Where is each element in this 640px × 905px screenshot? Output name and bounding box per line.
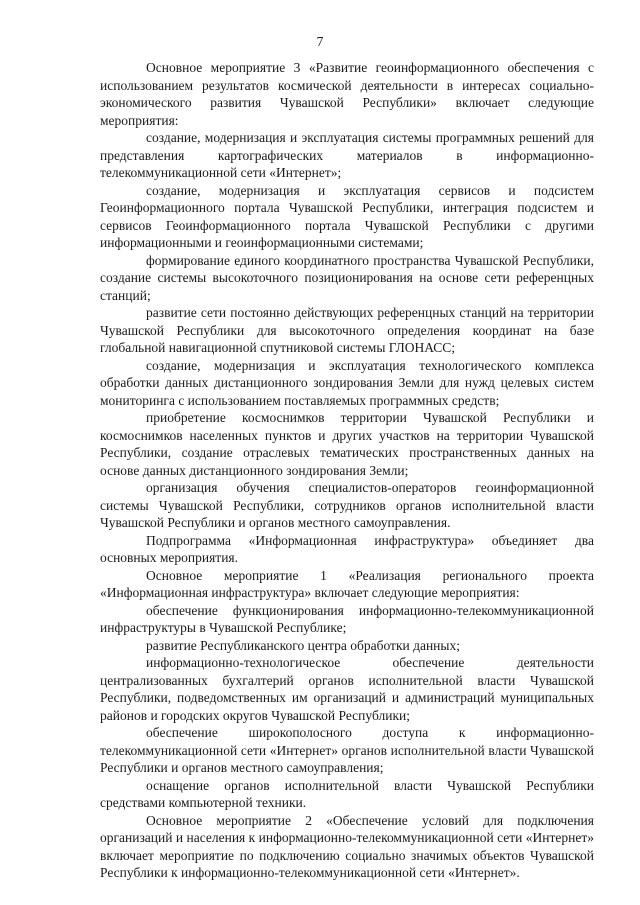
paragraph: развитие сети постоянно действующих референцных станций на территории Чувашской Республики для высокоточного определения координат на базе глобальной навигационной спутниковой системы ГЛОНАСС;: [100, 305, 594, 355]
paragraph: Основное мероприятие 2 «Обеспечение условий для подключения организаций и населения к информационно-телекоммуникационной сети «Интернет» включает мероприятие по подключению социально значимых объектов Чувашской Республики к информационно-телекоммуникационной сети «Интернет».: [100, 812, 594, 880]
paragraph: формирование единого координатного пространства Чувашской Республики, создание системы высокоточного позиционирования на основе сети референцных станций;: [100, 252, 594, 303]
paragraph: Основное мероприятие 1 «Реализация регионального проекта «Информационная инфраструктура» включает следующие мероприятия:: [100, 567, 594, 600]
paragraph: создание, модернизация и эксплуатация системы программных решений для представления картографических материалов в информационно-телекоммуникационной сети «Интернет»;: [100, 130, 594, 180]
paragraph: обеспечение широкополосного доступа к информационно-телекоммуникационной сети «Интернет» органов исполнительной власти Чувашской Республики и органов местного самоуправления;: [100, 725, 594, 775]
paragraph: приобретение космоснимков территории Чувашской Республики и космоснимков населенных пунктов и других участков на территории Чувашской Республики, создание отраслевых тематических пространственных данных на основе данных дистанционного зондирования Земли;: [100, 410, 594, 478]
paragraph: развитие Республиканского центра обработки данных;: [146, 637, 460, 653]
paragraph: информационно-технологическое обеспечение деятельности централизованных бухгалтерий органов исполнительной власти Чувашской Республики, подведомственных им организаций и администраций муниципальных районов и городских округов Чувашской Республики;: [100, 655, 594, 723]
paragraph: создание, модернизация и эксплуатация технологического комплекса обработки данных дистанционного зондирования Земли для нужд целевых систем мониторинга с использованием поставляемых программных средств;: [100, 357, 594, 408]
paragraph: Основное мероприятие 3 «Развитие геоинформационного обеспечения с использованием результатов космической деятельности в интересах социально-экономического развития Чувашской Республики» включает следующие мероприятия:: [100, 60, 594, 128]
document-body: [100, 59, 594, 882]
page-number: 7: [316, 34, 324, 49]
paragraph: создание, модернизация и эксплуатация сервисов и подсистем Геоинформационного портала Чувашской Республики, интеграция подсистем и сервисов Геоинформационного портала Чувашской Республики с другими информационными и геоинформационными системами;: [100, 182, 594, 250]
paragraph: Подпрограмма «Информационная инфраструктура» объединяет два основных мероприятия.: [100, 532, 594, 565]
paragraph: организация обучения специалистов-операторов геоинформационной системы Чувашской Республики, сотрудников органов исполнительной власти Чувашской Республики и органов местного самоуправления.: [100, 480, 594, 530]
paragraph: обеспечение функционирования информационно-телекоммуникационной инфраструктуры в Чувашской Республике;: [100, 602, 594, 635]
paragraph: оснащение органов исполнительной власти Чувашской Республики средствами компьютерной техники.: [100, 777, 594, 810]
